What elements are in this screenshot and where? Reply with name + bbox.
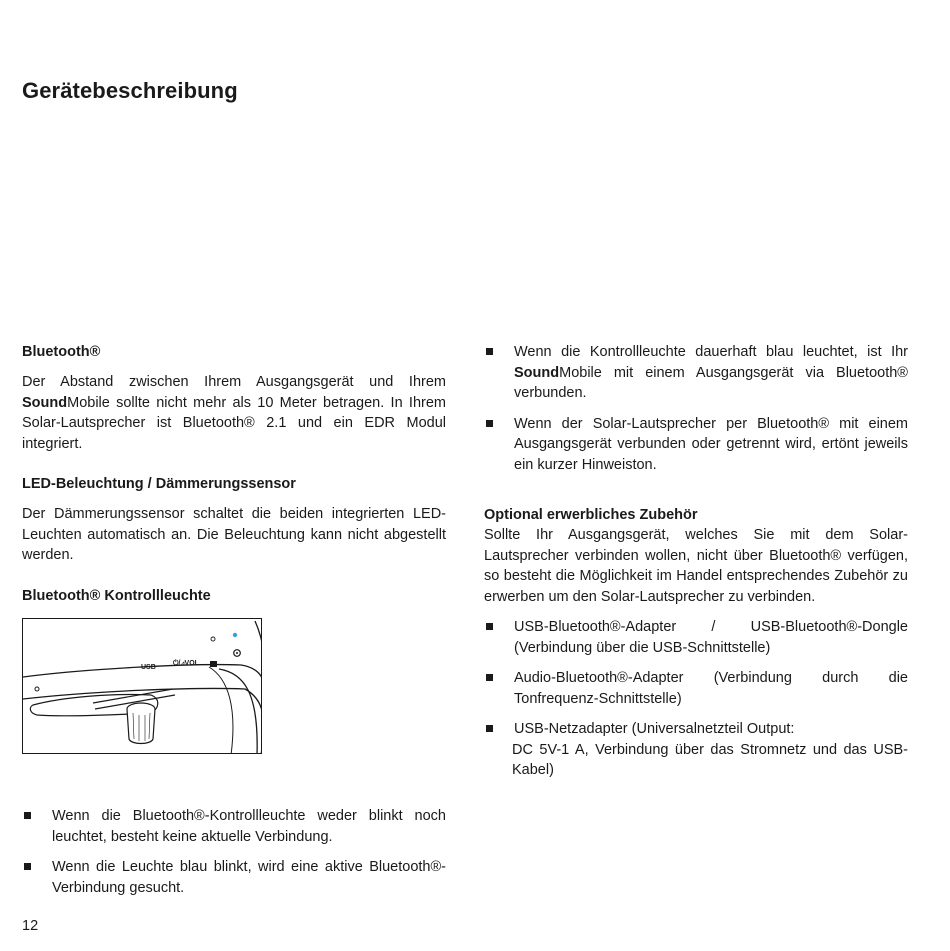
accessories-list [484,617,908,781]
list-item-text: USB-Bluetooth®-Adapter / USB-Bluetooth®-Dongle (Verbindung über die USB-Schnittstelle) [514,619,908,656]
bluetooth-led-icon [233,632,237,636]
square-bullet-icon [24,863,31,870]
led-heading: LED-Beleuchtung / Dämmerungssensor [22,476,296,492]
led-paragraph: Der Dämmerungssensor schaltet die beiden integrierten LED-Leuchten automatisch an. Die Beleuchtung kann nicht abgestellt werden. [22,506,446,563]
right-top-bullet-list [484,342,908,475]
left-bullet-list [22,806,446,908]
power-volume-label: ⏻/⊿VOL [173,659,199,667]
device-illustration [22,618,262,754]
square-bullet-icon [486,725,493,732]
list-item [22,806,446,847]
button-icon [210,661,217,667]
brand-sound: Sound [22,394,68,411]
usb-port-label: USB [141,663,156,671]
square-bullet-icon [486,420,493,427]
accessories-heading: Optional erwerbliches Zubehör [484,507,698,523]
left-column [22,342,446,754]
brand-sound: Sound [514,364,560,381]
list-item [484,617,908,658]
speaker-drawing [23,619,262,754]
page-number: 12 [22,918,39,934]
list-item-text: DC 5V-1 A, Verbindung über das Stromnetz und das USB-Kabel) [512,741,908,778]
list-item [22,857,446,898]
list-item [484,719,908,781]
accessories-paragraph: Sollte Ihr Ausgangsgerät, welches Sie mit dem Solar-Lautsprecher verbinden wollen, nicht über Bluetooth® verfügen, so besteht die Möglichkeit im Handel entsprechendes Zubehör zu erwerben um den Solar-Lautsprecher zu verbinden. [484,527,908,605]
bluetooth-heading: Bluetooth® [22,344,101,360]
list-item-text: Wenn der Solar-Lautsprecher per Bluetooth® mit einem Ausgangsgerät verbunden oder getrennt wird, ertönt jeweils ein kurzer Hinweiston. [514,415,908,473]
square-bullet-icon [24,812,31,819]
list-item [484,342,908,404]
square-bullet-icon [486,674,493,681]
bluetooth-text-start: Der Abstand zwischen Ihrem Ausgangsgerät und Ihrem [22,374,446,390]
list-item-text: Wenn die Bluetooth®-Kontrollleuchte weder blinkt noch leuchtet, besteht keine aktuelle Verbindung. [52,808,446,845]
list-item-text: Audio-Bluetooth®-Adapter (Verbindung durch die Tonfrequenz-Schnittstelle) [514,670,908,707]
control-heading: Bluetooth® Kontrollleuchte [22,587,211,604]
page-title: Gerätebeschreibung [22,78,238,103]
list-item-text: Mobile mit einem Ausgangsgerät via Bluetooth® verbunden. [514,364,908,401]
list-item [484,668,908,709]
bluetooth-paragraph [22,372,446,454]
right-column [484,342,908,791]
sensor-dot-icon [211,637,215,641]
list-item [484,414,908,476]
square-bullet-icon [486,348,493,355]
bluetooth-text-end: Mobile sollte nicht mehr als 10 Meter betragen. In Ihrem Solar-Lautsprecher ist Bluetooth® 2.1 und ein EDR Modul integriert. [22,394,446,452]
list-item-text: Wenn die Leuchte blau blinkt, wird eine aktive Bluetooth®-Verbindung gesucht. [52,859,446,896]
list-item-text: USB-Netzadapter (Universalnetzteil Output: [514,721,795,737]
list-item-text: Wenn die Kontrollleuchte dauerhaft blau leuchtet, ist Ihr [514,344,908,360]
square-bullet-icon [486,623,493,630]
